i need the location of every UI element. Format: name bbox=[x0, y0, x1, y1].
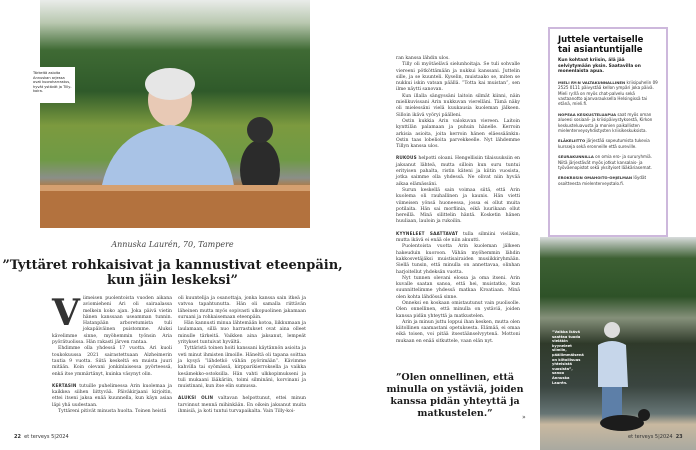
photo-caption: ”Vaikka ikävä saattaa tuoda vieläkin kyyneleet silmiin, päällimmäisenä on kiitollisuus yhteisistä vuosista”, sanoo Annuska Laurén. bbox=[552, 330, 584, 385]
sidebar-title: Juttele vertaiselle tai asiantuntijalle bbox=[558, 35, 644, 55]
page-number: 22 bbox=[14, 434, 21, 440]
pull-quote: ”Olen onnellinen, että minulla on ystäviä, joiden kanssa pidän yhteyttä ja matkustelen.” bbox=[386, 372, 524, 419]
paragraph: Nyt tunnen olevani elossa ja oma itseni. Arin kuvalle saatan sanoa, että hei, muistatko, kun suunnittelimme yhdessä matkaa Kroatiaan. Minä olen kohta lähdössä sinne. bbox=[396, 275, 520, 300]
paragraph: Tyttäreni pitivät minusta huolta. Toinen heistä bbox=[58, 409, 167, 415]
photo-illustration bbox=[40, 0, 310, 228]
photo-caption: Tärkeitä asioita Annuskan arjessa ovat kuoroharrastus, hyvät ystävät ja Tilly-koira. bbox=[30, 67, 75, 103]
paragraph: Arin ja minun juttu loppui ihan kesken, mutta olen kiitollinen saamastani opetuksesta. Elämää, ei omaa eikä toisen, voi pitää itsestäänselvyytenä. Mottoni mukaan en enää sitkuttele, vaan elän nyt. bbox=[396, 319, 520, 344]
item-lead: MIELI RY:N VALTAKUNNALLINEN bbox=[558, 79, 626, 85]
lead-in: ALUKSI OLIN bbox=[178, 395, 214, 401]
item-text: kriisipuhelin 09 2525 0111 päivystää kellon ympäri joka päivä. Mieli ry:llä on myös chat-palvelu sekä vastaanotto ajanvarauksella Helsingissä tai etänä, mieli.fi. bbox=[558, 79, 658, 107]
photo-annuska-with-dog bbox=[40, 0, 310, 228]
page-number: 23 bbox=[675, 434, 683, 440]
paragraph-text: helpotti oloani. Hengellisiin tilaisuuksiin en jaksanut lähteä, mutta silloin kun suru tuntui erityisen pahalta, ristin käteni ja kiitin vuosista, jotka saimme olla yhdessä. Ne olivat niin hyvää aikaa elämässäni. bbox=[396, 156, 520, 187]
paragraph: Tilly oli myötäelävä sielunhoitaja. Se tuli sohvalle viereeni pötköttämään ja nukkui kanssani. Juttelin sille, ja se kuunteli. Kyselin, muistaako se, miten se nukkui iskin vatsan päällä. ”Totta kai muistan”, sen ilme näytti sanovan. bbox=[396, 62, 520, 93]
paragraph bbox=[52, 383, 172, 409]
article-column-1 bbox=[52, 292, 172, 415]
folio-left bbox=[14, 434, 69, 440]
paragraph: Puolentoista vuotta Arin kuoleman jälkeen hakeuduin kuoroon. Vähän myöhemmin lähdin kakkosvetäjäksi muistisairaiden musiikkiryhmään. Siellä tunsin, että minulla on annettavaa, olinhan harjoitellut yhdeksän vuotta. bbox=[396, 244, 520, 275]
continue-mark: » bbox=[522, 414, 526, 421]
item-text: on omia ero- ja sururyhmiä. Niitä järjestävät myös jotkut kansalais- ja työväenopistot sekä yksityiset lääkäriasemat. bbox=[558, 154, 652, 171]
sidebar-item bbox=[558, 112, 658, 134]
paragraph: Hän kannusti minua lähtemään kotoa, liikkumaan ja laulamaan, sillä nuo harrastukset ovat aina olleet minulle tärkeitä. Vaikken aina jaksanut, lempeät yritykset tuntuivat hyvältä. bbox=[178, 321, 306, 346]
lead-in: RUKOUS bbox=[396, 155, 417, 161]
item-lead: NOPEAA KESKUSTELUAPUA bbox=[558, 111, 617, 117]
sidebar-intro: Kun kohtaat kriisin, älä jää selviytymään yksin. Saatavilla on monenlaista apua. bbox=[558, 58, 641, 75]
paragraph: Onneksi en koskaan omistautunut vain puolisolle. Olen onnellinen, että minulla on ystäviä, joiden kanssa pidän yhteyttä ja matkustelen. bbox=[396, 300, 520, 319]
article-column-3 bbox=[396, 56, 520, 345]
sidebar-item bbox=[558, 154, 658, 170]
item-lead: EROKRIISIN OMAHOITO-OHJELMAN bbox=[558, 175, 633, 181]
byline: Annuska Laurén, 70, Tampere bbox=[111, 240, 234, 249]
paragraph: Kun illalla sängyssäni laitoin silmät kiinni, näin mielikuvissani Arin nukkuvan vierelläni. Tämä näky oli mielessäni vielä kuukausia kuoleman jälkeen. Silloin ikävä vyöryi päälleni. bbox=[396, 93, 520, 118]
sidebar-item bbox=[558, 138, 658, 149]
item-lead: ELÄKELIITTO bbox=[558, 138, 586, 144]
item-lead: SEURAKUNNILLA bbox=[558, 154, 594, 160]
paragraph-text: tulla silmiini vieläkin, mutta ikävä ei enää ole niin akuutti. bbox=[396, 231, 520, 244]
item-text: löydät osoitteesta mielenterveystalo.fi. bbox=[558, 175, 647, 186]
magazine-issue: et terveys 5|2024 bbox=[24, 434, 69, 440]
paragraph: Ehdimme olla yhdessä 17 vuotta. Ari kuoli toukokuussa 2021 sairastettuaan Alzheimerin tautia 9 vuotta. Siitä keskeltä en muista juuri mitään. Koin olevani jonkinlaisessa pyörteessä, enkä itse ymmärtänyt, kuinka väsynyt olin. bbox=[52, 346, 172, 377]
paragraph-text: tutuille puhelimessa Arin kuolemaa ja kaikkea siihen liittyvää. Päiväkirjaani kirjoitin, ettei itseni jaksa enää kuunnella, kun käyn asiaa läpi yhä uudestaan. bbox=[52, 383, 172, 408]
paragraph bbox=[396, 155, 520, 187]
paragraph: ran kanssa lähdin ulos. bbox=[396, 56, 450, 61]
folio-right bbox=[628, 434, 683, 440]
paragraph bbox=[178, 395, 306, 415]
lead-in: KERTASIN bbox=[52, 382, 77, 388]
lead-in: KYYNELEET SAATTAVAT bbox=[396, 230, 458, 236]
magazine-issue: et terveys 5|2024 bbox=[628, 434, 673, 440]
item-text: saat myös oman alueesi sosiaali- ja kriisipäivystyksestä, Kirkon keskusteluavusta ja monien paikallisten mielenterveysyhdistysten kriisikeskuksista. bbox=[558, 111, 653, 134]
article-column-2 bbox=[178, 296, 306, 415]
paragraph: Ostin kukkia Arin valokuvan viereen. Laitoin kynttilän palamaan ja puhuin hänelle. Kerroin arkisia asioita, joita kerroin hänen eläessäänkin: Ostin taas lobelioita parvekkeelle. Nyt lähdemme Tillyn kanssa ulos. bbox=[396, 118, 520, 150]
paragraph-text: valtavan helpottunut, ettei minun tarvinnut mennä mihinkään. En oikein jaksanut muita ihmisiä, ja koti tuntui turvapaikalta. Vain Tilly-koi- bbox=[178, 396, 306, 415]
help-sidebar bbox=[548, 27, 668, 237]
headline: ”Tyttäret rohkaisivat ja kannustivat eteenpäin, kun jäin leskeksi” bbox=[2, 258, 343, 288]
sidebar-item bbox=[558, 80, 658, 107]
paragraph: iimeisen puolentoista vuoden aikana aviomieheni Ari oli sairaalassa melkein koko ajan. Joka päivä vietin hänen kanssaan useamman tunnin. Hatanpään arboretumista tuli jokapäiväinen puistomme. Aluksi kävelimme sinne, myöhemmin työnsin Aria pyörätuolissa. Hän rakasti järven rantaa. bbox=[52, 296, 172, 346]
paragraph: oli kuuntelija ja osanottaja, jonka kanssa sain itkeä ja vatvoa tapahtunutta. Hän oli samalla riittävän läheinen mutta myös sopivasti ulkopuolinen jakamaan suruani ja rohkaisemaan eteenpäin. bbox=[178, 296, 306, 320]
sidebar-item bbox=[558, 175, 658, 186]
drop-cap: V bbox=[52, 292, 80, 334]
item-text: järjestää sopeutumista tukevia kursseja sekä eronneille että sureville. bbox=[558, 138, 650, 149]
paragraph: Tyttäristä toinen hoiti kanssani käytännön asioita ja veti minut ihmisten ilmoille. Häneltä oli tapana soittaa ja kysyä ”lähdetkö vähän pyörimään”. Kävimme kahvilla tai syömässä, kirpparikierroksella ja vaikka kesämekko-ostoksilla. Hän vahti ulkkopimukseni ja tuli mukaani lääkäriin, toimi silminäni, korvinani ja muistinani, kun itse elin sumussa. bbox=[178, 346, 306, 390]
paragraph bbox=[396, 231, 520, 245]
paragraph: Surun keskellä sain voimaa siitä, että Arin kuolema oli rauhallinen ja kaunis. Hän vietti viimeisen yönsä huoneessa, jossa ei ollut muita potilaita. Hän sai morfiinia, eikä luurikaan ollut hereillä. Minä silittelin häntä. Kosketin hänen huuliaan, lauloin ja rukoilin. bbox=[396, 187, 520, 225]
